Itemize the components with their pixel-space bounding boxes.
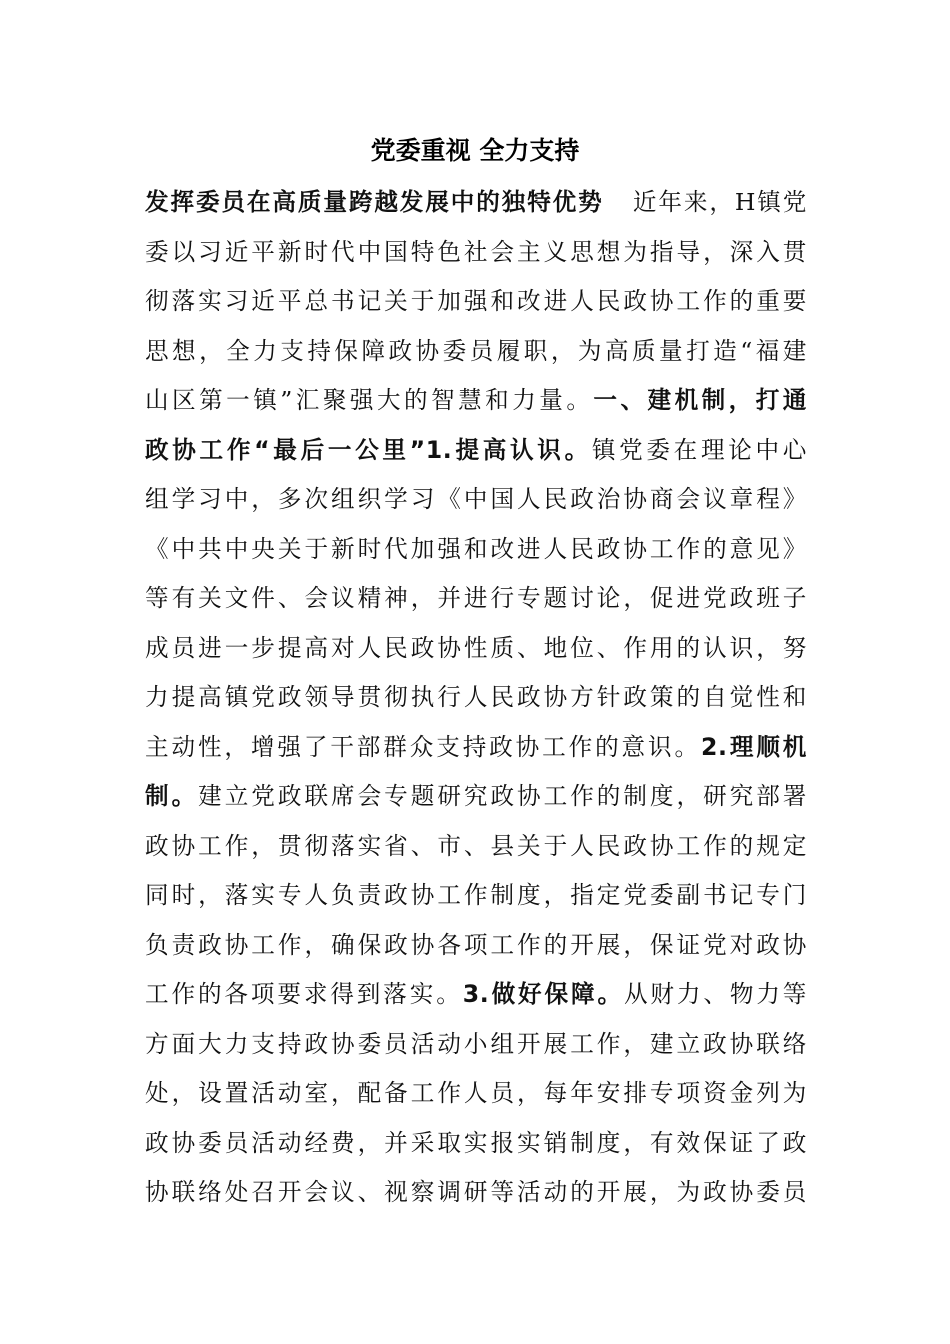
body-line	[145, 327, 807, 377]
text-segment: 组学习中，多次组织学习《中国人民政治协商会议章程》	[145, 485, 807, 513]
body-line	[145, 178, 807, 228]
text-segment: 《中共中央关于新时代加强和改进人民政协工作的意见》	[145, 534, 807, 563]
body-line	[145, 574, 807, 624]
body-line	[145, 1069, 807, 1119]
text-segment: 负责政协工作，确保政协各项工作的开展，保证党对政协	[145, 930, 807, 959]
text-segment: 主动性，增强了干部群众支持政协工作的意识。	[145, 732, 701, 761]
body-line	[145, 921, 807, 971]
body-line	[145, 772, 807, 822]
text-segment: 政协工作，贯彻落实省、市、县关于人民政协工作的规定	[145, 831, 807, 860]
text-segment: 彻落实习近平总书记关于加强和改进人民政协工作的重要	[145, 287, 807, 315]
bold-text-segment: 2.理顺机	[700, 732, 807, 761]
text-segment: 等有关文件、会议精神，并进行专题讨论，促进党政班子	[145, 584, 807, 612]
text-segment: 镇党委在理论中心	[591, 435, 807, 464]
text-segment: 力提高镇党政领导贯彻执行人民政协方针政策的自觉性和	[145, 683, 807, 711]
bold-text-segment: 政协工作“最后一公里”1.提高认识。	[145, 435, 592, 464]
text-segment: 山区第一镇”汇聚强大的智慧和力量。	[145, 386, 594, 414]
body-line	[145, 673, 807, 723]
body-line	[145, 1168, 807, 1218]
text-segment: 委以习近平新时代中国特色社会主义思想为指导，深入贯	[145, 237, 807, 266]
text-segment: 近年来，H镇党	[631, 188, 807, 216]
body-line	[145, 376, 807, 426]
body-line	[145, 1020, 807, 1070]
text-segment: 处，设置活动室，配备工作人员，每年安排专项资金列为	[145, 1079, 807, 1107]
bold-text-segment: 制。	[145, 782, 199, 810]
document-title: 党委重视 全力支持	[370, 136, 580, 165]
text-segment: 协联络处召开会议、视察调研等活动的开展，为政协委员	[145, 1178, 807, 1206]
body-line	[145, 426, 807, 476]
bold-text-segment: 发挥委员在高质量跨越发展中的独特优势	[145, 188, 604, 216]
text-segment: 从财力、物力等	[623, 980, 807, 1008]
body-line	[145, 624, 807, 674]
body-line	[145, 277, 807, 327]
text-segment: 同时，落实专人负责政协工作制度，指定党委副书记专门	[145, 881, 807, 909]
text-segment: 建立党政联席会专题研究政协工作的制度，研究部署	[198, 782, 807, 810]
document-body	[145, 178, 807, 1218]
text-segment: 方面大力支持政协委员活动小组开展工作，建立政协联络	[145, 1029, 807, 1058]
text-segment: 思想，全力支持保障政协委员履职，为高质量打造“福建	[145, 336, 807, 365]
bold-text-segment: 一、建机制，打通	[593, 386, 807, 414]
body-line	[145, 822, 807, 872]
body-line	[145, 970, 807, 1020]
body-line	[145, 1119, 807, 1169]
body-line	[145, 228, 807, 278]
body-line	[145, 871, 807, 921]
text-segment: 成员进一步提高对人民政协性质、地位、作用的认识，努	[145, 633, 807, 662]
text-segment: 工作的各项要求得到落实。	[145, 980, 463, 1008]
body-line	[145, 525, 807, 575]
body-line	[145, 723, 807, 773]
body-line	[145, 475, 807, 525]
bold-text-segment: 3.做好保障。	[462, 980, 624, 1008]
text-segment: 政协委员活动经费，并采取实报实销制度，有效保证了政	[145, 1128, 807, 1157]
